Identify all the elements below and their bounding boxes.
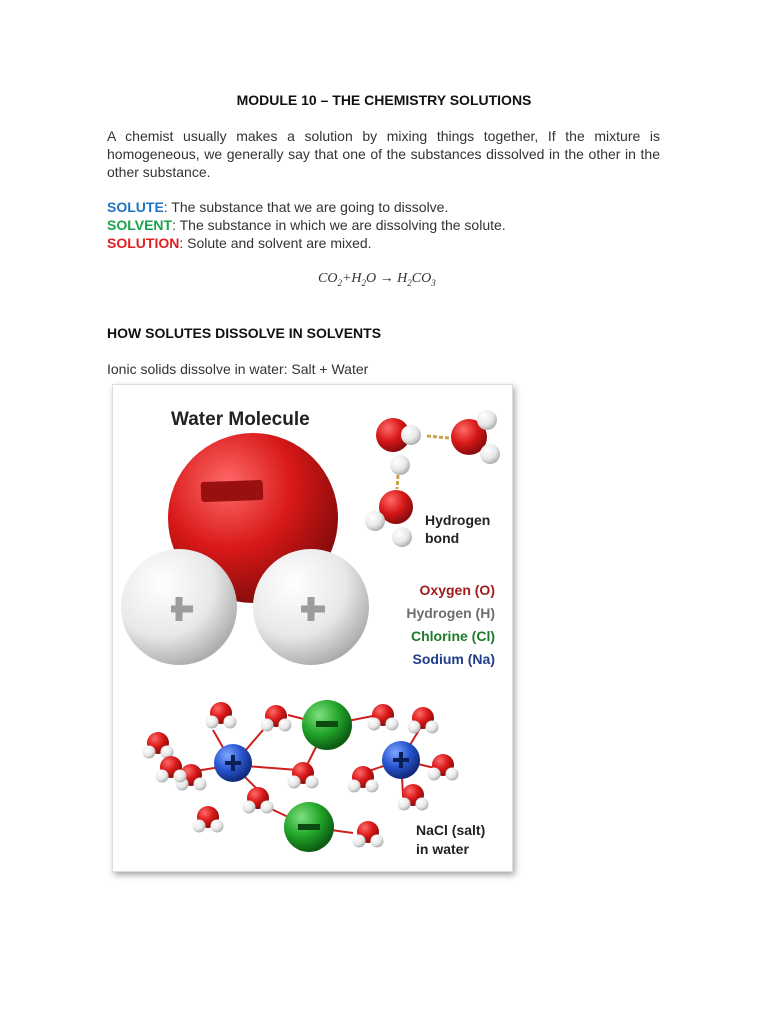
chemical-equation — [318, 271, 436, 288]
eq-sub: 2 — [361, 277, 367, 288]
atom-legend — [406, 582, 495, 667]
nacl-label-line1: NaCl (salt) — [416, 822, 486, 838]
term-solute: SOLUTE — [107, 199, 164, 215]
legend-chlorine: Chlorine (Cl) — [411, 628, 495, 644]
eq-sub: 2 — [407, 277, 412, 288]
legend-hydrogen: Hydrogen (H) — [406, 605, 495, 621]
eq-co: CO — [411, 271, 432, 286]
large-water-molecule — [121, 433, 369, 665]
eq-co: CO — [318, 271, 338, 286]
definition-text: : Solute and solvent are mixed. — [179, 235, 372, 251]
eq-h: H — [351, 271, 362, 286]
figure-illustration — [113, 385, 512, 871]
term-solvent: SOLVENT — [107, 217, 173, 233]
legend-oxygen: Oxygen (O) — [419, 582, 495, 598]
definition-solute — [107, 198, 506, 216]
water-molecule-figure — [112, 384, 513, 872]
eq-sub: 3 — [431, 277, 436, 288]
eq-arrow: → — [379, 271, 394, 286]
legend-sodium: Sodium (Na) — [412, 651, 495, 667]
section-heading: HOW SOLUTES DISSOLVE IN SOLVENTS — [107, 325, 382, 341]
eq-h: H — [397, 271, 408, 286]
term-solution: SOLUTION — [107, 235, 180, 251]
nacl-in-water-scene — [143, 700, 459, 852]
definition-solvent — [107, 216, 506, 234]
definition-text: : The substance that we are going to dissolve. — [163, 199, 449, 215]
nacl-label-line2: in water — [416, 841, 469, 857]
figure-caption: Ionic solids dissolve in water: Salt + Water — [107, 361, 369, 377]
hydrogen-bond-label-line2: bond — [425, 530, 460, 546]
definition-text: : The substance in which we are dissolving the solute. — [172, 217, 506, 233]
definition-solution — [107, 234, 506, 252]
eq-plus: + — [341, 271, 352, 286]
eq-o: O — [366, 271, 377, 286]
figure-title: Water Molecule — [171, 409, 310, 430]
page-title: MODULE 10 – THE CHEMISTRY SOLUTIONS — [236, 92, 532, 108]
hydrogen-bond-label-line1: Hydrogen — [425, 512, 491, 528]
intro-paragraph: A chemist usually makes a solution by mixing things together, If the mixture is homogeneous, we generally say that one of the substances dissolved in the other in the other substance. — [107, 128, 660, 180]
eq-sub: 2 — [337, 277, 342, 288]
definitions-list — [107, 198, 506, 252]
